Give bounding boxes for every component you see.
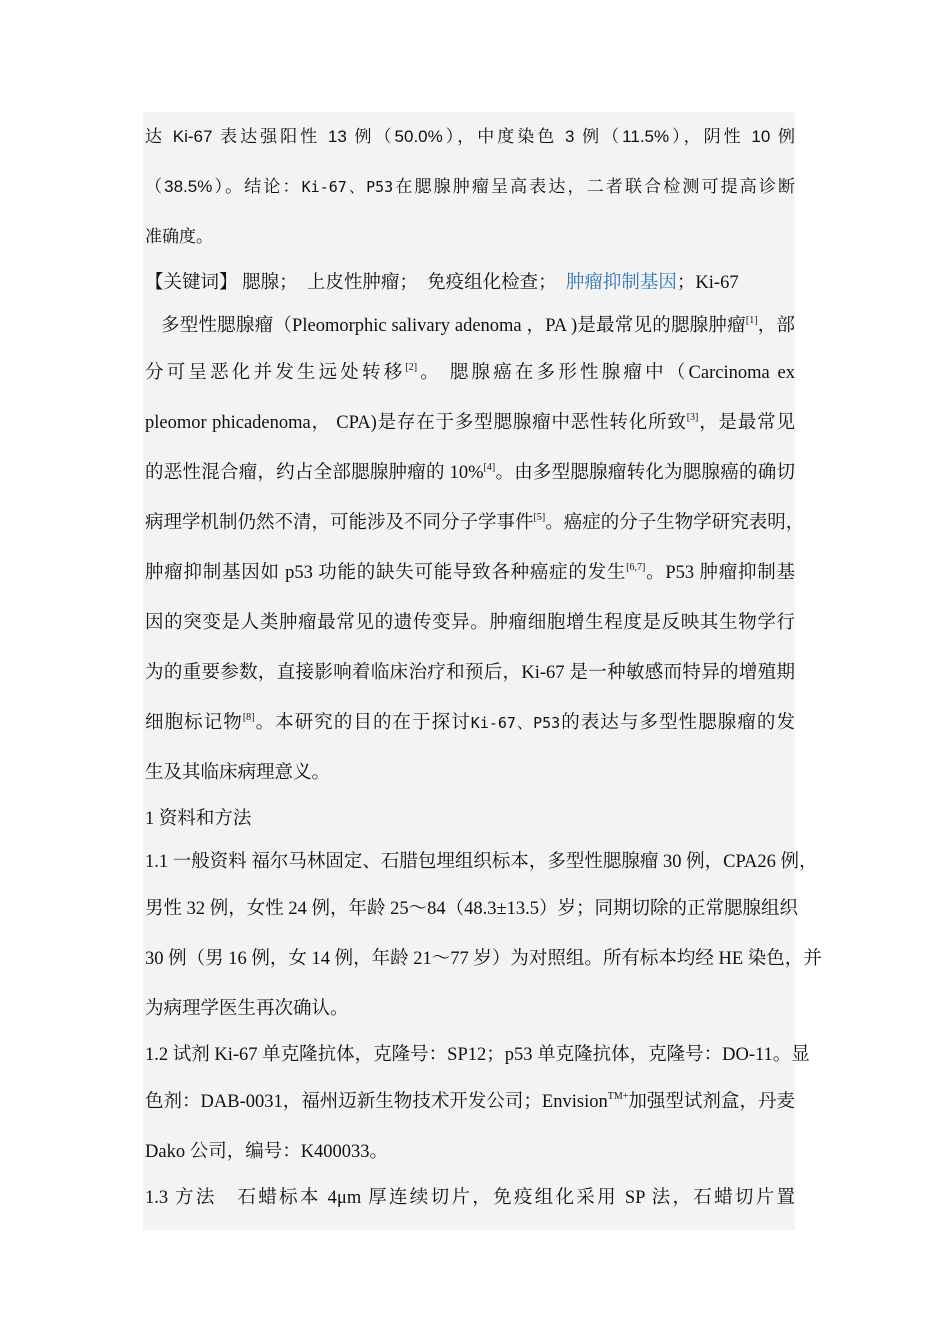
- section-heading-methods: 1 资料和方法: [145, 809, 252, 829]
- reagents-line-3: Dako 公司，编号：K400033。: [145, 1142, 389, 1162]
- citation-5: [5]: [533, 512, 546, 523]
- abstract-line-2: （38.5%）。结论：Ki-67、P53在腮腺肿瘤呈高表达，二者联合检测可提高诊断: [145, 177, 796, 196]
- intro-line-1: 多型性腮腺瘤（Pleomorphic salivary adenoma ，PA )是最常见的腮腺肿瘤[1]，部: [161, 315, 795, 336]
- reagents-line-1: 1.2 试剂 Ki-67 单克隆抗体，克隆号：SP12；p53 单克隆抗体，克隆号：DO-11。显: [145, 1045, 810, 1065]
- methods-line-3: 30 例（男 16 例，女 14 例，年龄 21～77 岁）为对照组。所有标本均经 HE 染色，并: [145, 949, 822, 969]
- keywords-line: 【关键词】 腮腺； 上皮性肿瘤； 免疫组化检查； 肿瘤抑制基因；Ki-67: [145, 273, 739, 293]
- intro-line-3: pleomor phicadenoma， CPA)是存在于多型腮腺瘤中恶性转化所致[3]，是最常见: [145, 412, 795, 433]
- citation-4: [4]: [483, 462, 496, 473]
- intro-line-2: 分可呈恶化并发生远处转移[2]。 腮腺癌在多形性腺瘤中（Carcinoma ex: [145, 362, 795, 383]
- abstract-line-1: 达 Ki-67 表达强阳性 13 例（50.0%），中度染色 3 例（11.5%），阴性 10 例: [145, 127, 795, 146]
- methods-line-2: 男性 32 例，女性 24 例，年龄 25～84（48.3±13.5）岁；同期切除的正常腮腺组织: [145, 899, 799, 919]
- citation-6-7: [6,7]: [626, 562, 646, 573]
- intro-line-10: 生及其临床病理意义。: [145, 763, 331, 783]
- intro-line-8: 为的重要参数，直接影响着临床治疗和预后，Ki-67 是一种敏感而特异的增殖期: [145, 663, 795, 683]
- intro-line-4: 的恶性混合瘤，约占全部腮腺肿瘤的 10%[4]。由多型腮腺瘤转化为腮腺癌的确切: [145, 462, 795, 483]
- methods-line-4: 为病理学医生再次确认。: [145, 999, 349, 1019]
- article-body: [145, 112, 822, 1220]
- keyword-link-tumor-suppressor-gene[interactable]: 肿瘤抑制基因: [565, 273, 677, 293]
- intro-line-9: 细胞标记物[8]。本研究的目的在于探讨Ki-67、P53的表达与多型性腮腺瘤的发: [145, 712, 795, 733]
- methods-line-1: 1.1 一般资料 福尔马林固定、石腊包埋组织标本，多型性腮腺瘤 30 例，CPA26 例，: [145, 852, 818, 872]
- abstract-line-3: 准确度。: [145, 227, 213, 246]
- procedure-line-1: 1.3 方法 石蜡标本 4μm 厚连续切片，免疫组化采用 SP 法，石蜡切片置: [145, 1188, 795, 1208]
- citation-2: [2]: [405, 362, 418, 373]
- intro-line-6: 肿瘤抑制基因如 p53 功能的缺失可能导致各种癌症的发生[6,7]。P53 肿瘤抑制基: [145, 562, 795, 583]
- citation-3: [3]: [686, 412, 699, 423]
- citation-1: [1]: [745, 315, 758, 326]
- reagents-line-2: 色剂：DAB-0031，福州迈新生物技术开发公司；Envision$^{TM+}$加强型试剂盒，丹麦: [145, 1091, 795, 1112]
- trademark-sup: TM+: [607, 1091, 629, 1102]
- intro-line-5: 病理学机制仍然不清，可能涉及不同分子学事件[5]。癌症的分子生物学研究表明，: [145, 512, 805, 533]
- intro-line-7: 因的突变是人类肿瘤最常见的遗传变异。肿瘤细胞增生程度是反映其生物学行: [145, 613, 795, 633]
- citation-8: [8]: [242, 712, 255, 723]
